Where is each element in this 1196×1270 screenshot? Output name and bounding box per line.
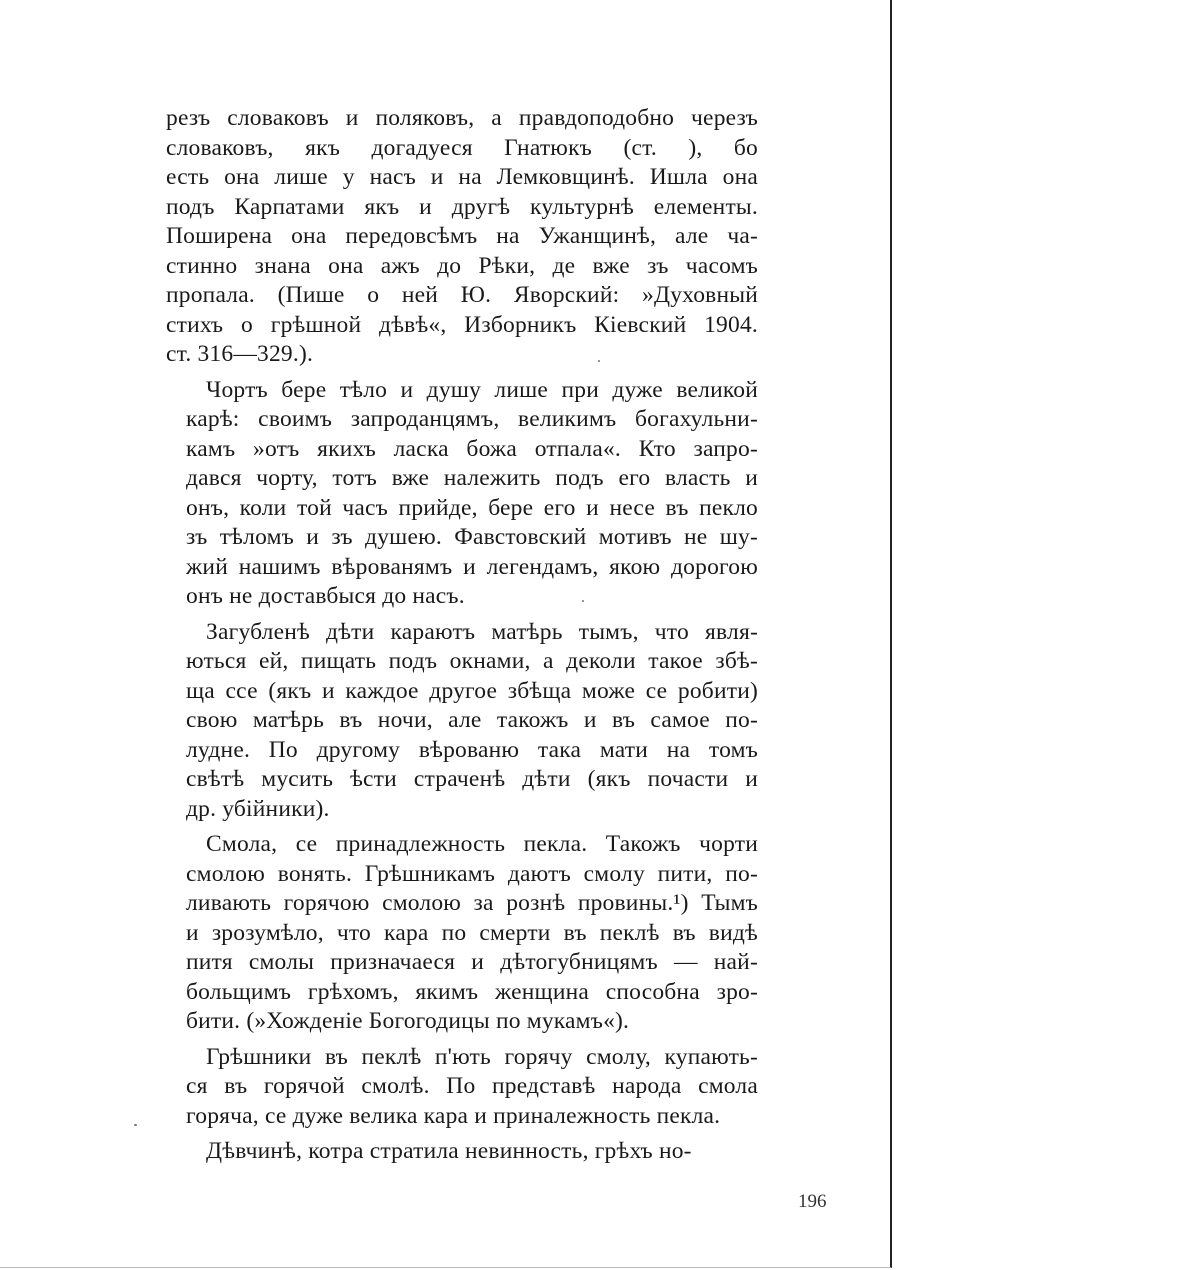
body-text (166, 104, 758, 1173)
text-line: ся въ горячой смолѣ. По представѣ народа смола (186, 1073, 758, 1099)
text-line: подъ Карпатами якъ и другѣ культурнѣ елементы. (166, 193, 758, 220)
text-line: и зрозумѣло, что кара по смерти въ пеклѣ въ видѣ (186, 919, 758, 946)
scan-speck (598, 360, 600, 362)
text-line: камъ »отъ якихъ ласка божа отпала«. Кто запро- (186, 435, 758, 462)
scan-speck (582, 600, 584, 602)
paragraph (166, 830, 758, 1037)
text-line: зъ тѣломъ и зъ душею. Фавстовский мотивъ не шу- (186, 524, 758, 550)
paragraph (166, 104, 758, 370)
text-line: Загубленѣ дѣти караютъ матѣрь тымъ, что явля- (206, 618, 758, 645)
text-line: есть она лише у насъ и на Лемковщинѣ. Ишла она (166, 164, 758, 190)
text-line: онъ не доставбыся до насъ. (186, 583, 465, 609)
paragraph (166, 1043, 758, 1132)
text-line: ст. 316—329.). (166, 341, 314, 367)
paragraph (166, 618, 758, 825)
text-line: Поширена она передовсѣмъ на Ужанщинѣ, але ча- (166, 223, 758, 249)
text-line: онъ, коли той часъ прийде, бере его и несе въ пекло (186, 494, 758, 521)
text-line: карѣ: своимъ запроданцямъ, великимъ богахульни- (186, 406, 758, 432)
text-line: лудне. По другому вѣрованю така мати на томъ (186, 736, 758, 763)
text-line: бити. (»Хожденіе Богогодицы по мукамъ«). (186, 1008, 630, 1034)
text-line: стинно знана она ажъ до Рѣки, де вже зъ часомъ (166, 252, 758, 279)
text-line: стихъ о грѣшной дѣвѣ«, Изборникъ Кіевский 1904. (166, 311, 758, 338)
text-line: дався чорту, тотъ вже належить подъ его власть и (186, 465, 758, 491)
text-line: свѣтѣ мусить ѣсти страченѣ дѣти (якъ почасти и (186, 766, 758, 792)
text-line: смолою вонять. Грѣшникамъ даютъ смолу пити, по- (186, 860, 758, 887)
text-line: Грѣшники въ пеклѣ п'ють горячу смолу, купають- (206, 1043, 758, 1070)
text-line: жий нашимъ вѣрованямъ и легендамъ, якою дорогою (186, 553, 758, 580)
scan-speck (134, 1124, 137, 1126)
text-line: ються ей, пищать подъ окнами, а деколи такое збѣ- (186, 648, 758, 674)
text-line: ливають горячою смолою за рознѣ провины.¹) Тымъ (186, 890, 758, 916)
page-number: 196 (798, 1191, 827, 1212)
paragraph (166, 1137, 758, 1167)
text-line: словаковъ, якъ догадуеся Гнатюкъ (ст. ), бо (166, 134, 758, 161)
text-line: питя смолы признача​еся и дѣтогубницямъ — най- (186, 949, 758, 975)
text-line: Чортъ бере тѣло и душу лише при дуже великой (206, 376, 758, 403)
text-line: Смола, се принадлежность пекла. Такожъ чорти (206, 831, 758, 857)
paragraph (166, 376, 758, 612)
text-line: др. убійники). (186, 795, 330, 822)
text-line: пропала. (Пише о ней Ю. Яворский: »Духовный (166, 282, 758, 308)
text-line: Дѣвчинѣ, котра стратила невинность, грѣхъ но- (206, 1138, 692, 1164)
text-line: ща ссе (якъ и каждое другое збѣща може се робити) (186, 677, 758, 704)
text-line: свою матѣрь въ ночи, але такожъ и въ самое по- (186, 707, 758, 733)
text-line: резъ словаковъ и поляковъ, а правдоподобно черезъ (166, 105, 758, 131)
text-line: горяча, се дуже велика кара и приналежность пекла. (186, 1102, 721, 1129)
text-line: больщимъ грѣхомъ, якимъ женщина способна зро- (186, 978, 758, 1005)
